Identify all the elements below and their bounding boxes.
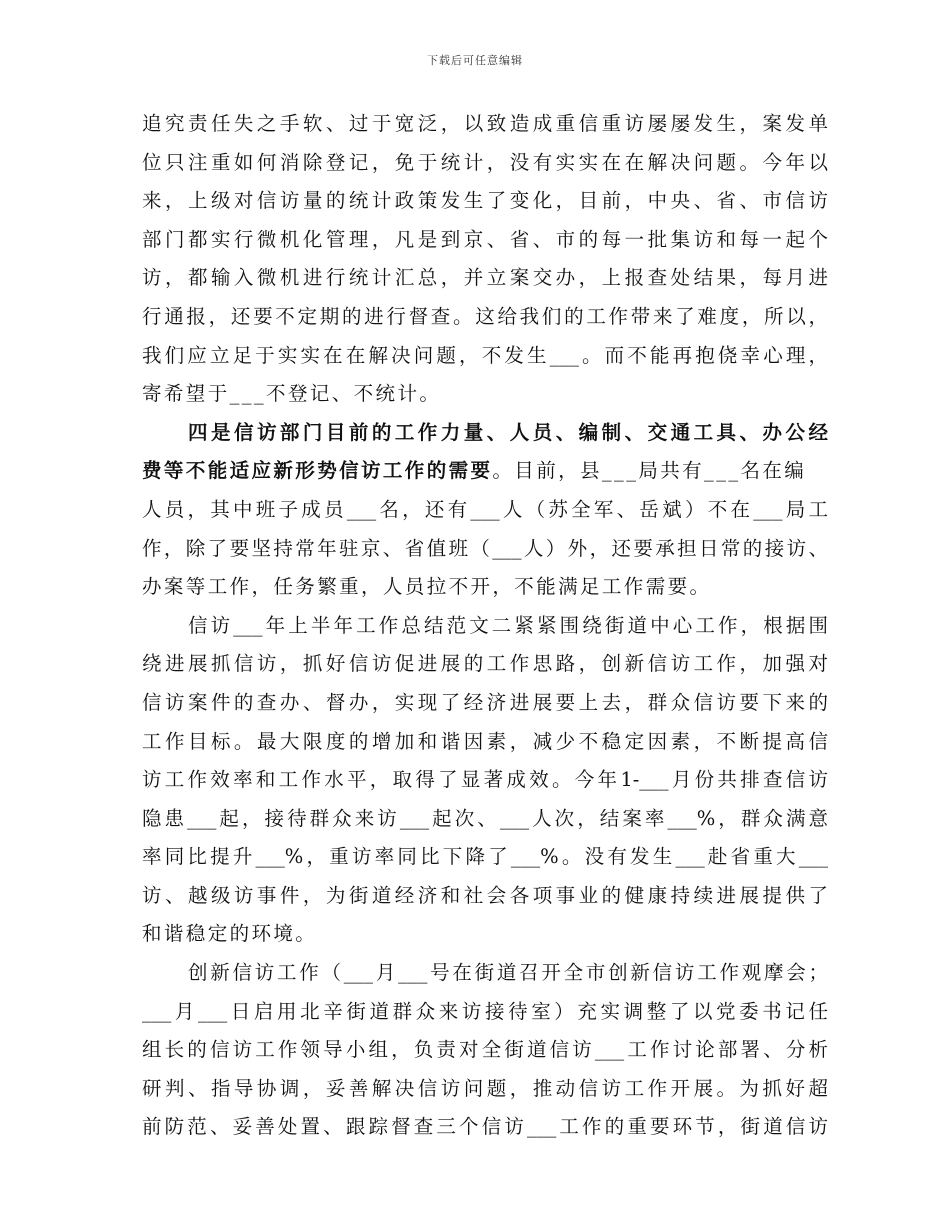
- text-line: 访，都输入微机进行统计汇总，并立案交办，上报查处结果，每月进: [142, 266, 828, 290]
- text-line: 信访___年上半年工作总结范文二紧紧围绕街道中心工作，根据围: [188, 613, 828, 637]
- text-line: 我们应立足于实实在在解决问题，不发生___。而不能再抱侥幸心理，: [142, 343, 828, 367]
- text-line: 前防范、妥善处置、跟踪督查三个信访___工作的重要环节，街道信访: [142, 1115, 828, 1139]
- text-line: 追究责任失之手软、过于宽泛，以致造成重信重访屡屡发生，案发单: [142, 112, 828, 135]
- text-line: 研判、指导协调，妥善解决信访问题，推动信访工作开展。为抓好超: [142, 1076, 828, 1100]
- bold-heading-line: 四是信访部门目前的工作力量、人员、编制、交通工具、办公经: [188, 420, 828, 444]
- text-line: 人员，其中班子成员___名，还有___人（苏全军、岳斌）不在___局工: [142, 497, 828, 521]
- text-line: 作，除了要坚持常年驻京、省值班（___人）外，还要承担日常的接访、: [142, 536, 828, 560]
- text-line: 隐患___起，接待群众来访___起次、___人次，结案率___%，群众满意: [142, 806, 828, 830]
- text-line: 创新信访工作（___月___号在街道召开全市创新信访工作观摩会；: [188, 961, 828, 985]
- text-line: ___月___日启用北辛街道群众来访接待室）充实调整了以党委书记任: [142, 999, 828, 1023]
- text-line: 办案等工作，任务繁重，人员拉不开，不能满足工作需要。: [142, 575, 712, 599]
- text-line: 绕进展抓信访，抓好信访促进展的工作思路，创新信访工作，加强对: [142, 652, 828, 676]
- text-line: 访工作效率和工作水平，取得了显著成效。今年1-___月份共排查信访: [142, 768, 828, 792]
- text-line: 工作目标。最大限度的增加和谐因素，减少不稳定因素，不断提高信: [142, 729, 828, 753]
- text-line: 信访案件的查办、督办，实现了经济进展要上去，群众信访要下来的: [142, 690, 828, 714]
- document-body: [142, 105, 828, 1147]
- text-line: 组长的信访工作领导小组，负责对全街道信访___工作讨论部署、分析: [142, 1038, 828, 1062]
- text-line: [142, 452, 828, 491]
- text-line: 寄希望于___不登记、不统计。: [142, 382, 442, 406]
- text-line: 行通报，还要不定期的进行督查。这给我们的工作带来了难度，所以，: [142, 304, 828, 328]
- bold-heading-text: 费等不能适应新形势信访工作的需要: [142, 459, 493, 483]
- text-line: 部门都实行微机化管理，凡是到京、省、市的每一批集访和每一起个: [142, 227, 828, 251]
- page-header: 下载后可任意编辑: [427, 54, 523, 67]
- text-line: 来，上级对信访量的统计政策发生了变化，目前，中央、省、市信访: [142, 189, 828, 213]
- text-line: 率同比提升___%，重访率同比下降了___%。没有发生___赴省重大___: [142, 845, 828, 869]
- inline-text: 。目前，县___局共有___名在编: [492, 459, 807, 483]
- text-line: 访、越级访事件，为街道经济和社会各项事业的健康持续进展提供了: [142, 883, 828, 907]
- text-line: 位只注重如何消除登记，免于统计，没有实实在在解决问题。今年以: [142, 150, 828, 174]
- text-line: 和谐稳定的环境。: [142, 922, 318, 946]
